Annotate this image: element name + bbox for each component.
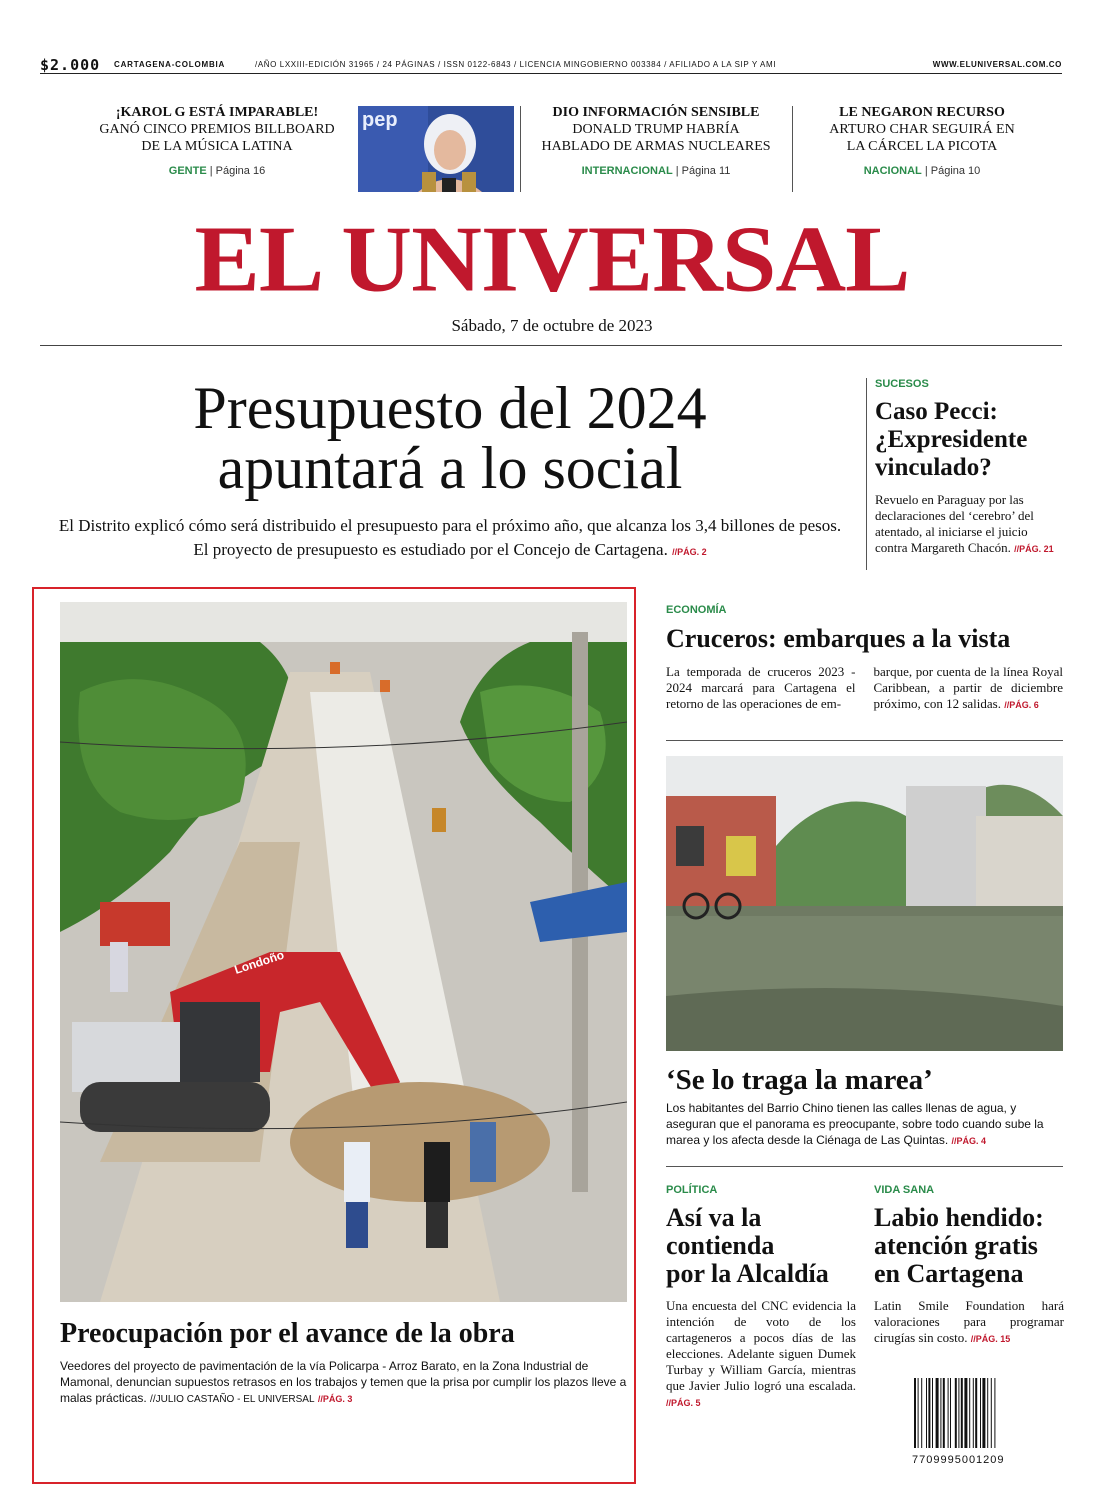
marea-story[interactable] (666, 1064, 1063, 1149)
barcode-bar (948, 1378, 949, 1448)
flooded-street-photo (666, 756, 1063, 1051)
story-headline (874, 1204, 1064, 1288)
photo-credit: //JULIO CASTAÑO - EL UNIVERSAL (150, 1394, 315, 1405)
teaser-line: HABLADO DE ARMAS NUCLEARES (541, 139, 771, 154)
barcode-bar (980, 1378, 981, 1448)
teaser-line: LA CÁRCEL LA PICOTA (846, 139, 998, 154)
barcode-bar (950, 1378, 951, 1448)
teaser-line: DONALD TRUMP HABRÍA (572, 122, 740, 137)
barcode-bar (918, 1378, 919, 1448)
barcode-bar (921, 1378, 922, 1448)
teaser-nacional[interactable] (800, 104, 1044, 180)
page-ref[interactable]: //PÁG. 2 (672, 547, 707, 557)
construction-photo (60, 602, 627, 1302)
barcode-bar (943, 1378, 945, 1448)
teaser-line: ARTURO CHAR SEGUIRÁ EN (829, 122, 1015, 137)
price: $2.000 (40, 56, 101, 74)
sucesos-story[interactable] (866, 378, 1062, 570)
story-column (874, 664, 1064, 713)
story-headline: Cruceros: embarques a la vista (666, 624, 1011, 653)
politica-story[interactable] (666, 1184, 856, 1411)
teaser-page: | Página 16 (209, 165, 266, 177)
teaser-page: | Página 10 (924, 165, 981, 177)
photo-story-text: Veedores del proyecto de pavimentación de la vía Policarpa - Arroz Barato, en la Zona Industrial de Mamonal, denuncian supuestos retrasos en los trabajos y temen que la prisa por cumplir los plazos lleve a malas prácticas. (60, 1359, 627, 1405)
photo-sign-text: pep (362, 109, 398, 131)
section-kicker: ECONOMÍA (666, 604, 727, 616)
teaser-section: NACIONAL (863, 165, 922, 177)
barcode-bar (991, 1378, 992, 1448)
story-summary (875, 492, 1062, 557)
barcode-bar (987, 1378, 988, 1448)
story-headline-line: en Cartagena (874, 1259, 1024, 1288)
story-summary-text: Una encuesta del CNC evidencia la intención de voto de los cartageneros a pocos días de las elecciones. Adelante siguen Dumek Turbay y William García, mientras que Javier Julio logró una escalada. (666, 1298, 856, 1393)
lead-summary (50, 514, 850, 564)
story-column: La temporada de cruceros 2023 - 2024 marcará para Cartagena el retorno de las operaciones de em- (666, 664, 856, 711)
barcode-number: 7709995001209 (912, 1454, 1005, 1466)
barcode-bar (928, 1378, 930, 1448)
barcode-bar (975, 1378, 977, 1448)
lead-headline-line: apuntará a lo social (217, 435, 683, 501)
barcode-bar (958, 1378, 959, 1448)
story-headline-line: por la Alcaldía (666, 1259, 829, 1288)
barcode (912, 1378, 1032, 1452)
story-summary (666, 1100, 1063, 1149)
page-ref[interactable]: //PÁG. 4 (951, 1136, 987, 1146)
barcode-bar (969, 1378, 970, 1448)
top-meta-bar (40, 56, 1062, 74)
teaser-line: ¡KAROL G ESTÁ IMPARABLE! (115, 105, 319, 120)
barcode-bar (973, 1378, 974, 1448)
story-headline (666, 1204, 856, 1288)
story-summary (666, 1298, 856, 1411)
excavator-brand: Londoño (232, 947, 286, 977)
barcode-bar (961, 1378, 963, 1448)
story-headline: Caso Pecci: ¿Expresidente vinculado? (875, 398, 1028, 481)
teaser-line: LE NEGARON RECURSO (839, 105, 1005, 120)
section-kicker: SUCESOS (875, 378, 929, 390)
story-headline: ‘Se lo traga la marea’ (666, 1064, 933, 1096)
barcode-bar (936, 1378, 939, 1448)
story-summary-text: Revuelo en Paraguay por las declaraciones del ‘cerebro’ del atentado, al iniciarse el juicio contra Margareth Chacón. (875, 492, 1034, 555)
barcode-bar (982, 1378, 985, 1448)
photo-story-headline[interactable]: Preocupación por el avance de la obra (60, 1318, 515, 1349)
page-ref[interactable]: //PÁG. 15 (970, 1334, 1011, 1344)
city-label: CARTAGENA-COLOMBIA (114, 60, 226, 69)
barcode-bar (932, 1378, 933, 1448)
story-headline-line: Labio hendido: (874, 1203, 1044, 1232)
barcode-bar (940, 1378, 941, 1448)
photo-story-summary (60, 1358, 628, 1408)
story-headline-line: atención gratis (874, 1231, 1038, 1260)
vida-sana-story[interactable] (874, 1184, 1064, 1347)
section-kicker: VIDA SANA (874, 1184, 935, 1196)
barcode-bar (994, 1378, 995, 1448)
page-ref[interactable]: //PÁG. 3 (317, 1394, 353, 1404)
barcode-bar (964, 1378, 967, 1448)
story-summary-text: Los habitantes del Barrio Chino tienen las calles llenas de agua, y aseguran que el panorama es preocupante, sobre todo cuando sube la marea y los afecta desde la Ciénaga de Las Quintas. (666, 1101, 1044, 1147)
karol-g-photo (358, 106, 514, 192)
teaser-section: INTERNACIONAL (581, 165, 673, 177)
lead-headline-line: Presupuesto del 2024 (193, 375, 707, 441)
story-headline-line: contienda (666, 1231, 775, 1260)
teaser-page: | Página 11 (675, 165, 731, 177)
story-summary-text: Latin Smile Foundation hará valoraciones para programar cirugías sin costo. (874, 1298, 1064, 1345)
teaser-line: DIO INFORMACIÓN SENSIBLE (552, 105, 760, 120)
teaser-line: DE LA MÚSICA LATINA (141, 139, 293, 154)
economia-story[interactable] (666, 604, 1063, 713)
teaser-internacional[interactable] (528, 104, 784, 180)
masthead-logo: EL UNIVERSAL (194, 208, 910, 312)
lead-summary-text: El Distrito explicó cómo será distribuido el presupuesto para el próximo año, que alcanza los 3,4 billones de pesos. El proyecto de presupuesto es estudiado por el Concejo de Cartagena. (58, 516, 842, 559)
edition-meta: /AÑO LXXIII-EDICIÓN 31965 / 24 PÁGINAS / ISSN 0122-6843 / LICENCIA MINGOBIERNO 003384 / AFILIADO A LA SIP Y AMI (255, 60, 777, 69)
page-ref[interactable]: //PÁG. 5 (666, 1398, 701, 1408)
barcode-bar (914, 1378, 916, 1448)
website-link[interactable]: WWW.ELUNIVERSAL.COM.CO (932, 60, 1062, 69)
story-summary (874, 1298, 1064, 1347)
section-rule (666, 1166, 1063, 1167)
masthead-rule (40, 345, 1062, 346)
teaser-gente[interactable] (82, 104, 352, 180)
barcode-bar (926, 1378, 927, 1448)
story-headline-line: Así va la (666, 1203, 762, 1232)
issue-date: Sábado, 7 de octubre de 2023 (451, 316, 653, 335)
barcode-bar (955, 1378, 957, 1448)
teaser-line: GANÓ CINCO PREMIOS BILLBOARD (99, 122, 335, 137)
teaser-divider (792, 106, 793, 192)
story-columns (666, 664, 1063, 713)
section-rule (666, 740, 1063, 741)
page-ref[interactable]: //PÁG. 21 (1014, 544, 1054, 554)
teaser-divider (520, 106, 521, 192)
teaser-section: GENTE (168, 165, 207, 177)
lead-headline[interactable] (40, 375, 860, 501)
story-column-text: barque, por cuenta de la línea Royal Caribbean, a partir de diciembre próximo, con 12 salidas. (873, 664, 1063, 711)
page-ref[interactable]: //PÁG. 6 (1004, 700, 1039, 710)
section-kicker: POLÍTICA (666, 1184, 718, 1196)
